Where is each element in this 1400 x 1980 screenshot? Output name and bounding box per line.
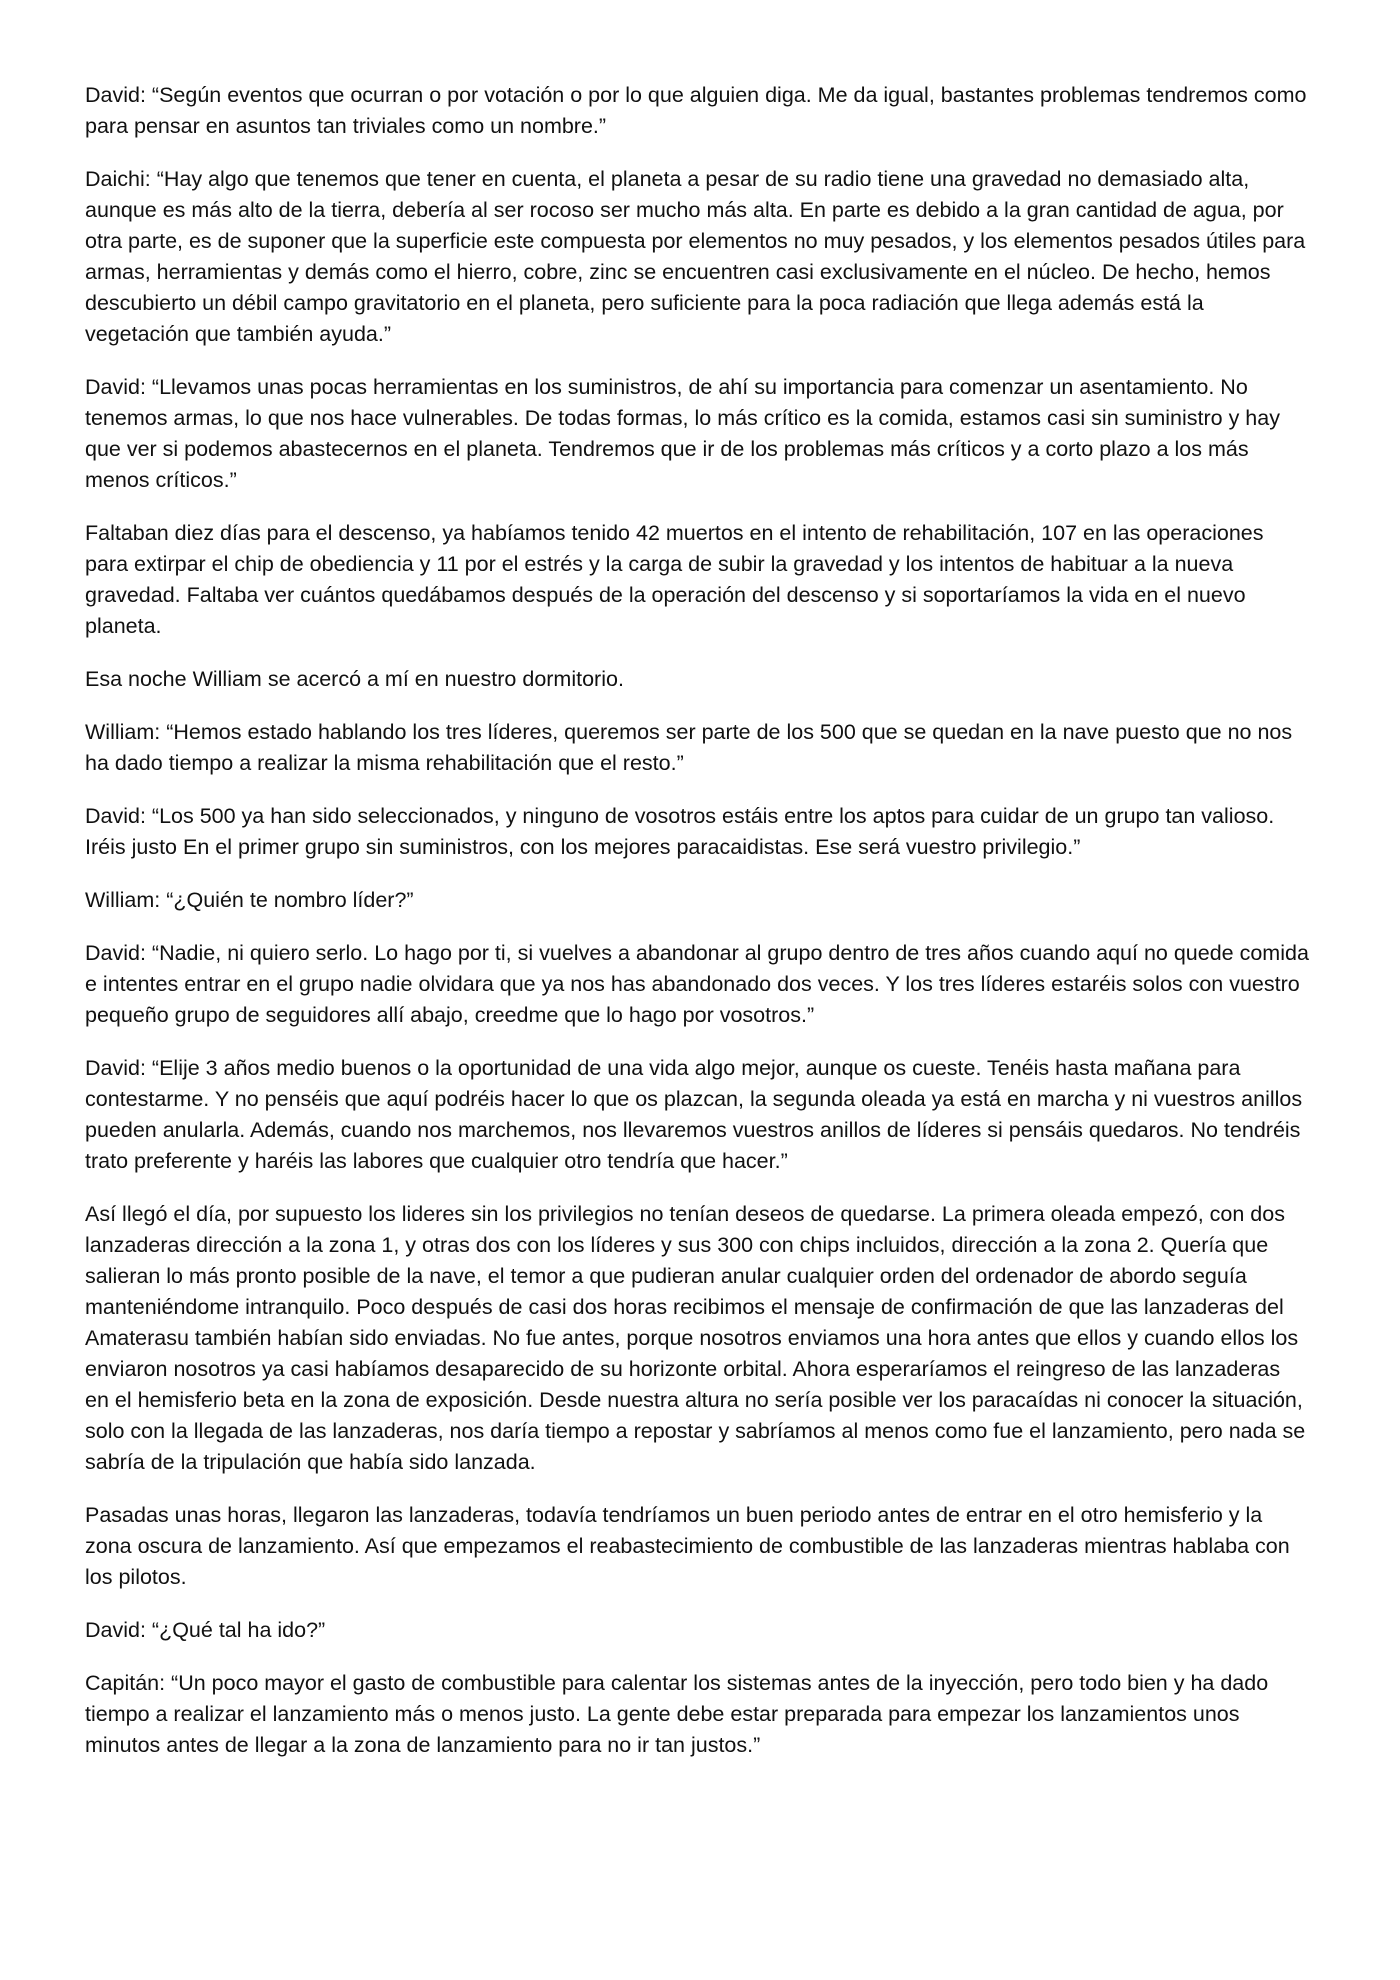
paragraph-daichi-gravedad: Daichi: “Hay algo que tenemos que tener en cuenta, el planeta a pesar de su radio tiene una gravedad no demasiado alta, aunque es más alto de la tierra, debería al ser rocoso ser mucho más alta. En parte es debido a la gran cantidad de agua, por otra parte, es de suponer que la superficie este compuesta por elementos no muy pesados, y los elementos pesados útiles para armas, herramientas y demás como el hierro, cobre, zinc se encuentren casi exclusivamente en el núcleo. De hecho, hemos descubierto un débil campo gravitatorio en el planeta, pero suficiente para la poca radiación que llega además está la vegetación que también ayuda.” [85,167,1306,346]
document-page [85,80,1310,1783]
paragraph-david-nombre: David: “Según eventos que ocurran o por votación o por lo que alguien diga. Me da igual, bastantes problemas tendremos como para pensar en asuntos tan triviales como un nombre.” [85,83,1307,138]
paragraph-william-lideres: William: “Hemos estado hablando los tres líderes, queremos ser parte de los 500 que se quedan en la nave puesto que no nos ha dado tiempo a realizar la misma rehabilitación que el resto.” [85,720,1293,775]
paragraph-narration-lanzaderas: Pasadas unas horas, llegaron las lanzaderas, todavía tendríamos un buen periodo antes de entrar en el otro hemisferio y la zona oscura de lanzamiento. Así que empezamos el reabastecimiento de combustible de las lanzaderas mientras hablaba con los pilotos. [85,1503,1290,1589]
paragraph-narration-descenso: Faltaban diez días para el descenso, ya habíamos tenido 42 muertos en el intento de rehabilitación, 107 en las operaciones para extirpar el chip de obediencia y 11 por el estrés y la carga de subir la gravedad y los intentos de habituar a la nueva gravedad. Faltaba ver cuántos quedábamos después de la operación del descenso y si soportaríamos la vida en el nuevo planeta. [85,521,1264,638]
paragraph-david-pregunta: David: “¿Qué tal ha ido?” [85,1618,326,1642]
paragraph-david-herramientas: David: “Llevamos unas pocas herramientas en los suministros, de ahí su importancia para comenzar un asentamiento. No tenemos armas, lo que nos hace vulnerables. De todas formas, lo más crítico es la comida, estamos casi sin suministro y hay que ver si podemos abastecernos en el planeta. Tendremos que ir de los problemas más críticos y a corto plazo a los más menos críticos.” [85,375,1280,492]
paragraph-william-pregunta: William: “¿Quién te nombro líder?” [85,888,414,912]
paragraph-capitan-respuesta: Capitán: “Un poco mayor el gasto de combustible para calentar los sistemas antes de la inyección, pero todo bien y ha dado tiempo a realizar el lanzamiento más o menos justo. La gente debe estar preparada para empezar los lanzamientos unos minutos antes de llegar a la zona de lanzamiento para no ir tan justos.” [85,1671,1269,1757]
paragraph-david-elije: David: “Elije 3 años medio buenos o la oportunidad de una vida algo mejor, aunque os cueste. Tenéis hasta mañana para contestarme. Y no penséis que aquí podréis hacer lo que os plazcan, la segunda oleada ya está en marcha y ni vuestros anillos pueden anularla. Además, cuando nos marchemos, nos llevaremos vuestros anillos de líderes si pensáis quedaros. No tendréis trato preferente y haréis las labores que cualquier otro tendría que hacer.” [85,1056,1303,1173]
paragraph-david-nadie: David: “Nadie, ni quiero serlo. Lo hago por ti, si vuelves a abandonar al grupo dentro de tres años cuando aquí no quede comida e intentes entrar en el grupo nadie olvidara que ya nos has abandonado dos veces. Y los tres líderes estaréis solos con vuestro pequeño grupo de seguidores allí abajo, creedme que lo hago por vosotros.” [85,941,1309,1027]
paragraph-narration-william: Esa noche William se acercó a mí en nuestro dormitorio. [85,667,624,691]
paragraph-narration-oleada: Así llegó el día, por supuesto los lideres sin los privilegios no tenían deseos de quedarse. La primera oleada empezó, con dos lanzaderas dirección a la zona 1, y otras dos con los líderes y sus 300 con chips incluidos, dirección a la zona 2. Quería que salieran lo más pronto posible de la nave, el temor a que pudieran anular cualquier orden del ordenador de abordo seguía manteniéndome intranquilo. Poco después de casi dos horas recibimos el mensaje de confirmación de que las lanzaderas del Amaterasu también habían sido enviadas. No fue antes, porque nosotros enviamos una hora antes que ellos y cuando ellos los enviaron nosotros ya casi habíamos desaparecido de su horizonte orbital. Ahora esperaríamos el reingreso de las lanzaderas en el hemisferio beta en la zona de exposición. Desde nuestra altura no sería posible ver los paracaídas ni conocer la situación, solo con la llegada de las lanzaderas, nos daría tiempo a repostar y sabríamos al menos como fue el lanzamiento, pero nada se sabría de la tripulación que había sido lanzada. [85,1202,1306,1474]
paragraph-david-seleccionados: David: “Los 500 ya han sido seleccionados, y ninguno de vosotros estáis entre los aptos para cuidar de un grupo tan valioso. Iréis justo En el primer grupo sin suministros, con los mejores paracaidistas. Ese será vuestro privilegio.” [85,804,1275,859]
